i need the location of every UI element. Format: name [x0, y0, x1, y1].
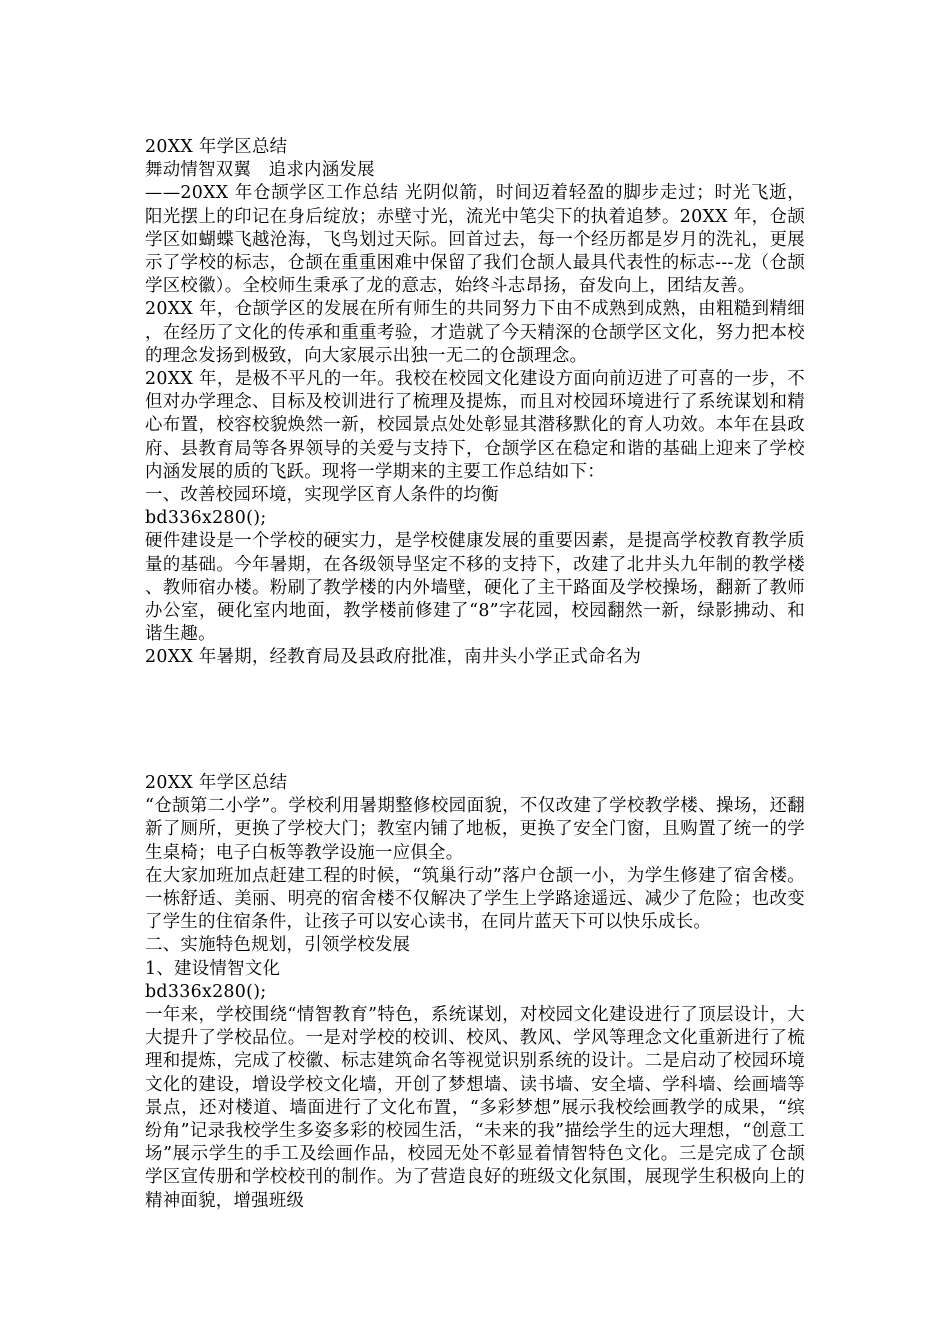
document-subtitle	[145, 159, 805, 182]
subsection-heading: 1、建设情智文化	[145, 958, 281, 979]
subtitle-part-b: 追求内涵发展	[268, 160, 375, 181]
page-header: 20XX 年学区总结	[145, 773, 288, 793]
section-heading-1: 一、改善校园环境，实现学区育人条件的均衡	[145, 485, 499, 506]
ad-code-text: bd336x280();	[145, 981, 267, 1002]
page-header: 20XX 年学区总结	[145, 137, 288, 157]
document-page-1	[145, 136, 805, 670]
paragraph-hardware: 硬件建设是一个学校的硬实力，是学校健康发展的重要因素，是提高学校教育教学质量的基础。今年暑期，在各级领导坚定不移的支持下，改建了北井头九年制的教学楼、教师宿办楼。粉刷了教学楼的内外墙壁，硬化了主干路面及学校操场，翻新了教师办公室，硬化室内地面，教学楼前修建了“8”字花园，校园翻然一新，绿影拂动、和谐生趣。	[145, 531, 805, 645]
paragraph-development: 20XX 年，仓颉学区的发展在所有师生的共同努力下由不成熟到成熟，由粗糙到精细，在经历了文化的传承和重重考验，才造就了今天精深的仓颉学区文化，努力把本校的理念发扬到极致，向大家展示出独一无二的仓颉理念。	[145, 299, 805, 366]
subtitle-part-a: 舞动情智双翼	[145, 160, 252, 181]
paragraph-overview: 20XX 年，是极不平凡的一年。我校在校园文化建设方面向前迈进了可喜的一步，不但对办学理念、目标及校训进行了梳理及提炼，而且对校园环境进行了系统谋划和精心布置，校容校貌焕然一新，校园景点处处彰显其潜移默化的育人功效。本年在县政府、县教育局等各界领导的关爱与支持下，仓颉学区在稳定和谐的基础上迎来了学校内涵发展的质的飞跃。现将一学期来的主要工作总结如下：	[145, 369, 805, 482]
paragraph-culture: 一年来，学校围绕“情智教育”特色，系统谋划，对校园文化建设进行了顶层设计，大大提升了学校品位。一是对学校的校训、校风、教风、学风等理念文化重新进行了梳理和提炼，完成了校徽、标志建筑命名等视觉识别系统的设计。二是启动了校园环境文化的建设，增设学校文化墙，开创了梦想墙、读书墙、安全墙、学科墙、绘画墙等景点，还对楼道、墙面进行了文化布置，“多彩梦想”展示我校绘画教学的成果，“缤纷角”记录我校学生多姿多彩的校园生活，“未来的我”描绘学生的远大理想，“创意工场”展示学生的手工及绘画作品，校园无处不彰显着情智特色文化。三是完成了仓颉学区宣传册和学校校刊的制作。为了营造良好的班级文化氛围，展现学生积极向上的精神面貌，增强班级	[145, 1005, 805, 1211]
section-heading-2: 二、实施特色规划，引领学校发展	[145, 935, 411, 956]
ad-code-text: bd336x280();	[145, 508, 267, 529]
paragraph-school-renovation: “仓颉第二小学”。学校利用暑期整修校园面貌，不仅改建了学校教学楼、操场，还翻新了厕所，更换了学校大门；教室内铺了地板，更换了安全门窗，且购置了统一的学生桌椅；电子白板等教学设施一应俱全。	[145, 796, 805, 863]
paragraph-dormitory: 在大家加班加点赶建工程的时候，“筑巢行动”落户仓颉一小，为学生修建了宿舍楼。一栋舒适、美丽、明亮的宿舍楼不仅解决了学生上学路途遥远、减少了危险；也改变了学生的住宿条件，让孩子可以安心读书，在同片蓝天下可以快乐成长。	[145, 865, 805, 933]
paragraph-naming: 20XX 年暑期，经教育局及县政府批准，南井头小学正式命名为	[145, 647, 642, 668]
document-page-2	[145, 772, 805, 1213]
paragraph-intro: ——20XX 年仓颉学区工作总结 光阴似箭，时间迈着轻盈的脚步走过；时光飞逝，阳光摆上的印记在身后绽放；赤壁寸光，流光中笔尖下的执着追梦。20XX 年，仓颉学区如蝴蝶飞越沧海，飞鸟划过天际。回首过去，每一个经历都是岁月的洗礼，更展示了学校的标志，仓颉在重重困难中保留了我们仓颉人最具代表性的标志---龙（仓颉学区校徽）。全校师生秉承了龙的意志，始终斗志昂扬，奋发向上，团结友善。	[145, 183, 805, 297]
